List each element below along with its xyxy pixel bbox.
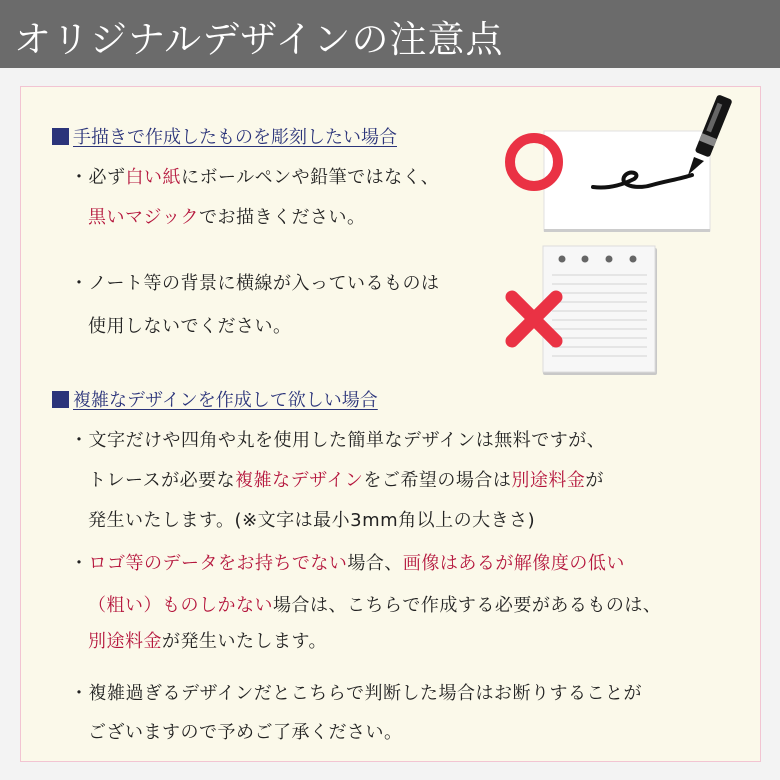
text: トレースが必要な <box>88 470 236 491</box>
s1-b2-line1: ・ノート等の背景に横線が入っているものは <box>70 273 440 294</box>
highlight-text: 別途料金 <box>88 631 162 652</box>
highlight-text: 別途料金 <box>511 470 586 491</box>
highlight-text: ロゴ等のデータをお持ちでない <box>88 553 348 574</box>
highlight-text: 画像はあるが解像度の低い <box>402 553 625 574</box>
ng-illustration <box>500 245 670 380</box>
s2-b1-line2 <box>88 466 604 492</box>
text: でお描きください。 <box>199 207 366 228</box>
lined-notepad-icon <box>543 246 657 375</box>
text: が発生いたします。 <box>162 631 328 652</box>
highlight-text: 白い紙 <box>125 167 181 188</box>
s2-b1-line1: ・文字だけや四角や丸を使用した簡単なデザインは無料ですが、 <box>70 430 606 451</box>
s2-b2-line2 <box>88 591 661 617</box>
highlight-text: 黒いマジック <box>88 207 199 228</box>
ok-illustration <box>500 95 770 240</box>
text: 場合は、こちらで作成する必要があるものは、 <box>273 595 662 616</box>
section1-heading <box>52 123 397 149</box>
section2-heading-text: 複雑なデザインを作成して欲しい場合 <box>73 390 378 411</box>
s2-b3-line1: ・複雑過ぎるデザインだとこちらで判断した場合はお断りすることが <box>70 683 643 704</box>
text: 場合、 <box>347 553 403 574</box>
s1-b1-line2 <box>88 203 366 229</box>
highlight-text: （粗い）ものしかない <box>88 595 273 616</box>
page-title: オリジナルデザインの注意点 <box>14 18 504 61</box>
s2-b2-line1 <box>70 549 625 575</box>
s1-b2-line2: 使用しないでください。 <box>88 316 292 337</box>
highlight-text: 複雑なデザイン <box>235 470 364 491</box>
square-bullet-icon <box>52 391 69 408</box>
header-bar <box>0 0 780 68</box>
square-bullet-icon <box>52 128 69 145</box>
s2-b1-line3: 発生いたします。(※文字は最小3mm角以上の大きさ) <box>88 510 536 531</box>
text: にボールペンや鉛筆ではなく、 <box>181 167 440 188</box>
text: をご希望の場合は <box>363 470 512 491</box>
s2-b3-line2: ございますので予めご了承ください。 <box>88 722 403 743</box>
text: ・ <box>70 553 89 574</box>
text: ・必ず <box>70 167 126 188</box>
s1-b1-line1 <box>70 163 439 189</box>
s2-b2-line3 <box>88 627 327 653</box>
text: が <box>585 470 604 491</box>
section1-heading-text: 手描きで作成したものを彫刻したい場合 <box>73 127 397 148</box>
section2-heading <box>52 386 378 412</box>
